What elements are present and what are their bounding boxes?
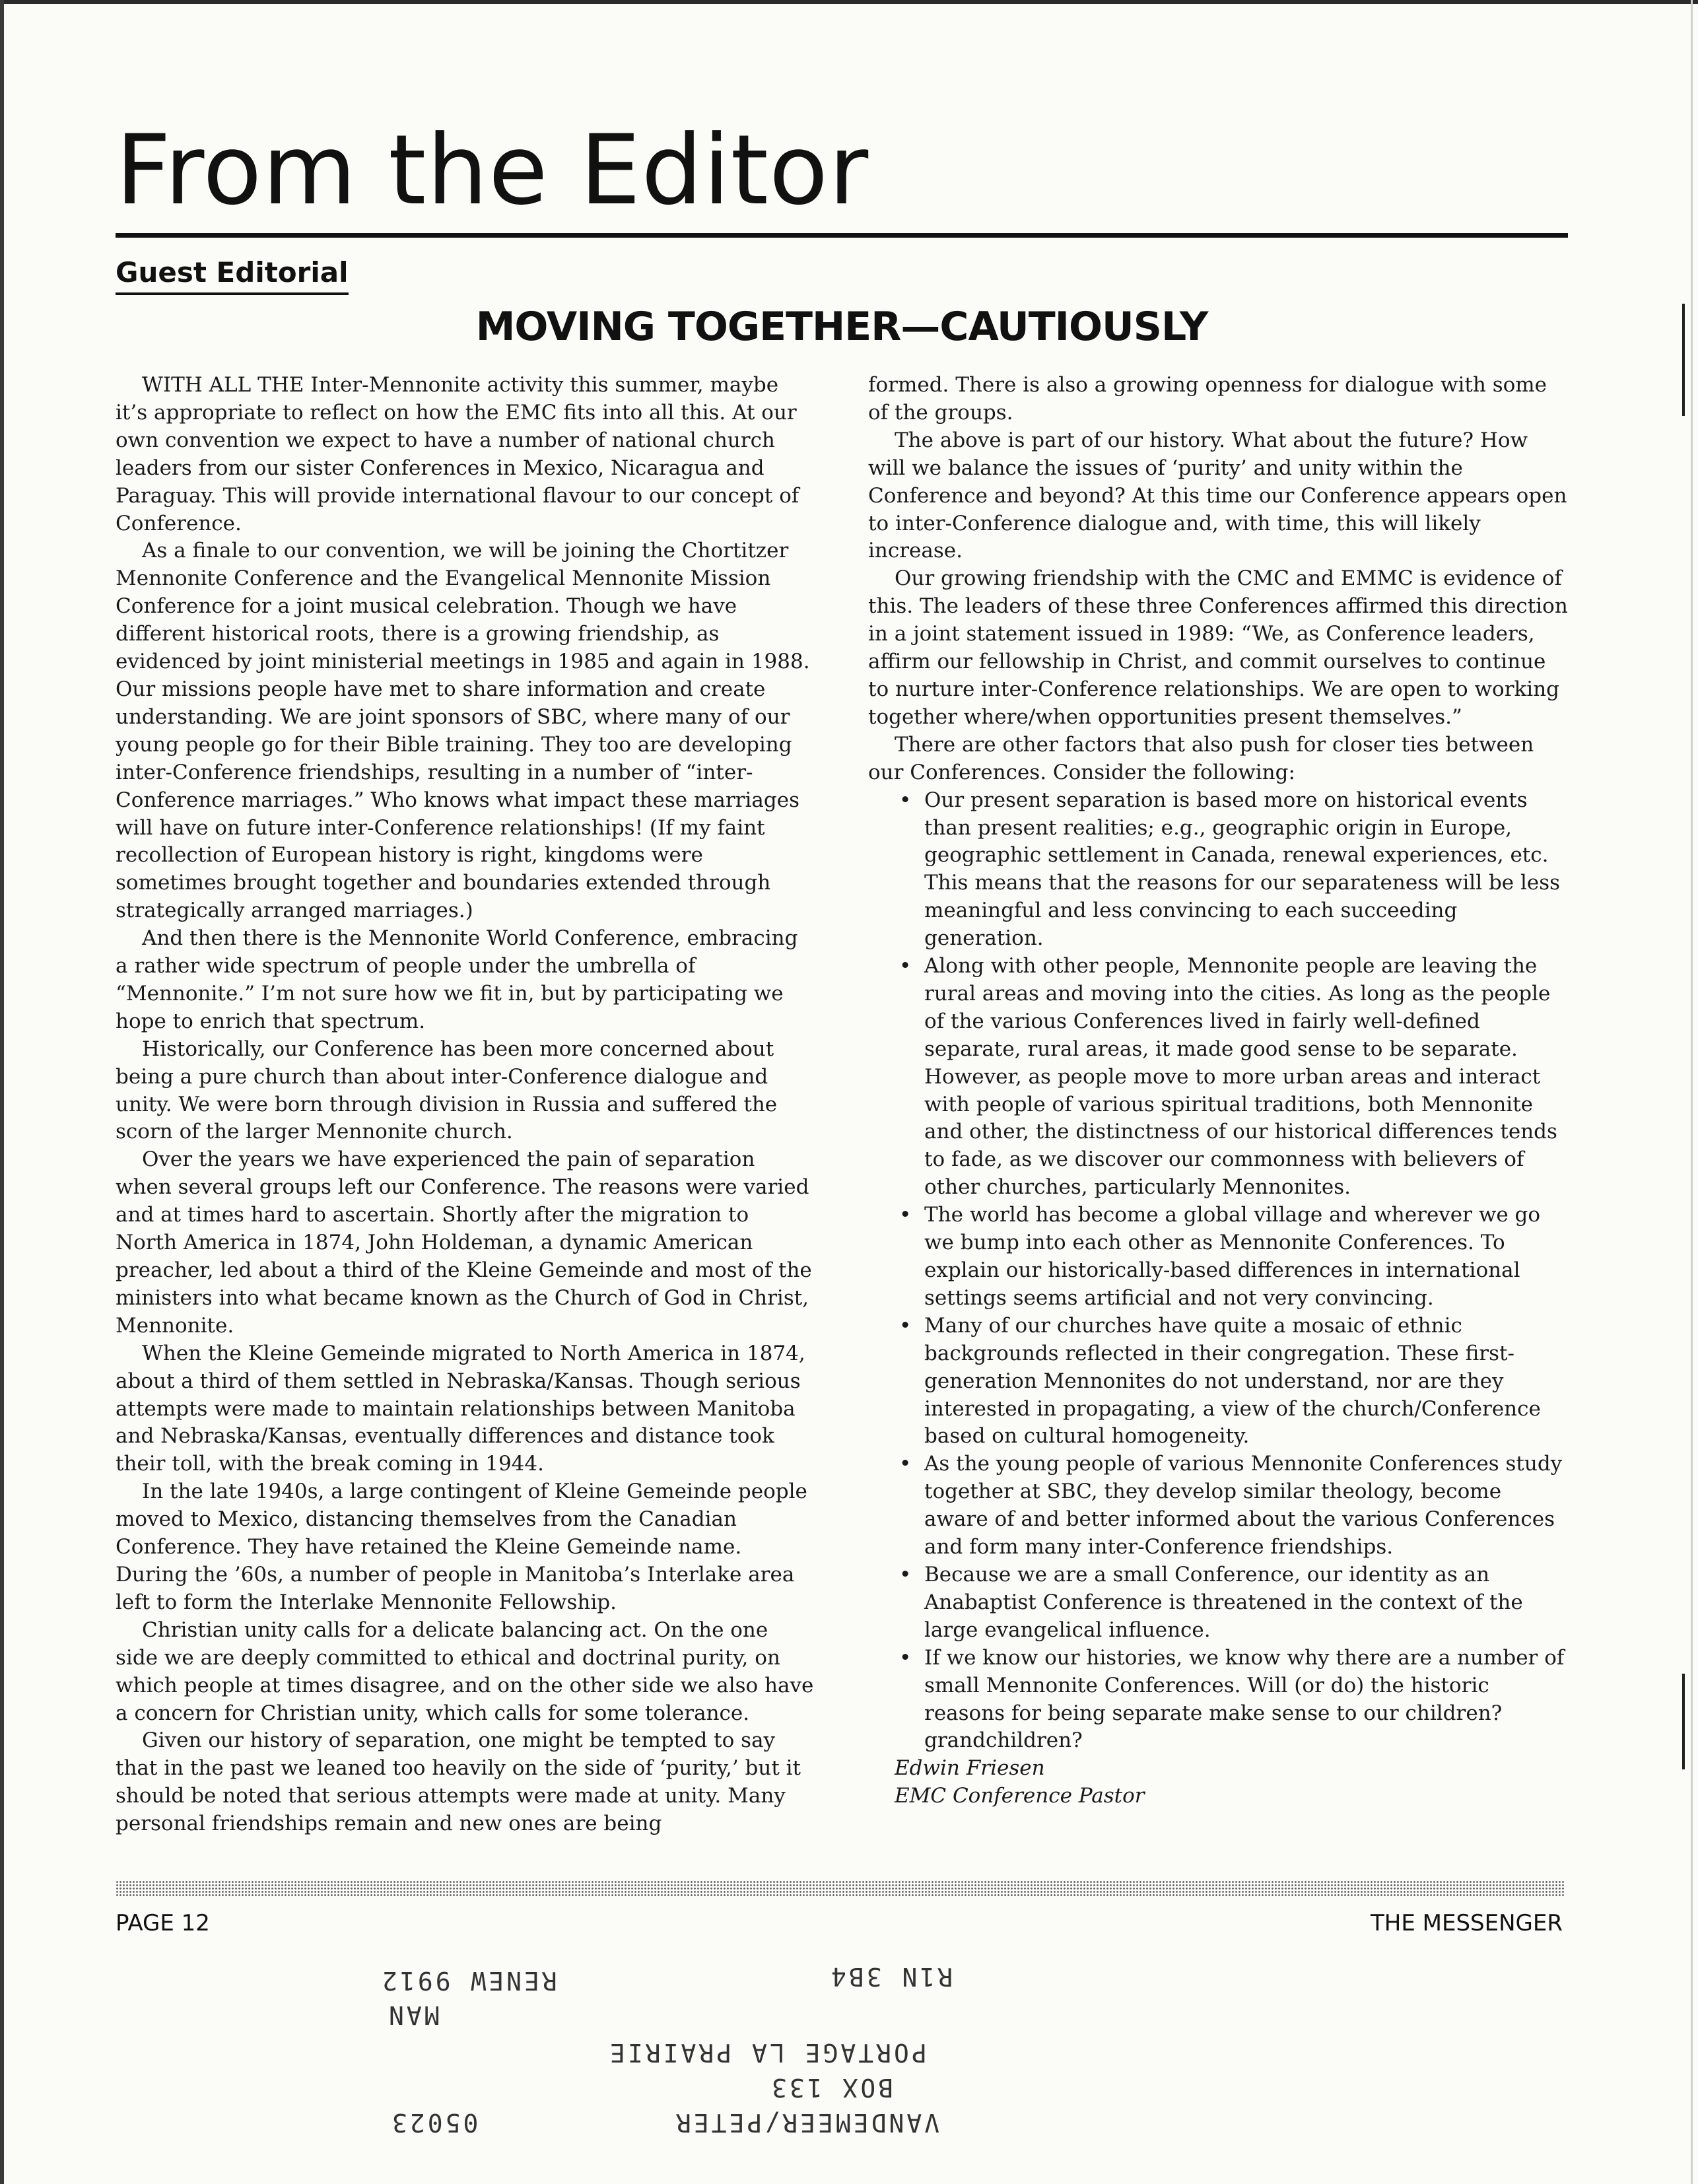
bullet-icon: • [899, 1645, 912, 1670]
left-column [116, 372, 815, 1838]
list-item-text: Many of our churches have quite a mosaic of ethnic backgrounds reflected in their congregation. These first-generation Mennonites do not understand, nor are they interested in propagating, a view of the church/Conference based on cultural homogeneity. [924, 1313, 1541, 1449]
label-box: BOX 133 [769, 2073, 894, 2102]
headline: MOVING TOGETHER—CAUTIOUSLY [475, 304, 1208, 350]
binding-mark [1682, 304, 1685, 416]
section-title: From the Editor [116, 114, 869, 226]
bullet-icon: • [899, 1203, 912, 1227]
list-item [868, 1313, 1568, 1451]
list-item [868, 1645, 1568, 1756]
publication-name: THE MESSENGER [1371, 1910, 1563, 1936]
page-number: PAGE 12 [116, 1910, 210, 1936]
list-item [868, 787, 1568, 953]
label-name: VANDEMEER/PETER [673, 2108, 940, 2137]
label-postal-code: R1N 3B4 [829, 1962, 953, 1991]
label-renew: RENEW 9912 [380, 1966, 557, 1995]
kicker: Guest Editorial [116, 256, 349, 295]
bullet-icon: • [899, 1452, 912, 1476]
list-item-text: Because we are a small Conference, our identity as an Anabaptist Conference is threatened in the context of the large evangelical influence. [924, 1562, 1523, 1642]
author-title: EMC Conference Pastor [895, 1784, 1145, 1808]
list-item [868, 1202, 1568, 1313]
label-id: 05023 [390, 2108, 479, 2137]
paragraph: There are other factors that also push for closer ties between our Conferences. Consider the following: [868, 732, 1534, 784]
paragraph: Over the years we have experienced the pain of separation when several groups left our Conference. The reasons were varied and at times hard to ascertain. Shortly after the migration to North America in 1874, John Holdeman, a dynamic American preacher, led about a third of the Kleine Gemeinde and most of the ministers into what became known as the Church of God in Christ, Mennonite. [116, 1147, 812, 1338]
list-item-text: Our present separation is based more on historical events than present realities; e.g., geographic origin in Europe, geographic settlement in Canada, renewal experiences, etc. This means that the reasons for our separateness will be less meaningful and less convincing to each succeeding generation. [924, 788, 1561, 951]
page-right-edge [1691, 0, 1693, 2184]
bullet-icon: • [899, 1313, 912, 1338]
list-item-text: The world has become a global village and wherever we go we bump into each other as Mennonite Conferences. To explain our historically-based differences in international settings seems artificial and not very convincing. [924, 1203, 1541, 1310]
halftone-divider [116, 1880, 1565, 1897]
title-rule [116, 233, 1568, 238]
bullet-icon: • [899, 954, 912, 978]
bullet-icon: • [899, 1562, 912, 1587]
paragraph: And then there is the Mennonite World Conference, embracing a rather wide spectrum of people under the umbrella of “Mennonite.” I’m not sure how we fit in, but by participating we hope to enrich that spectrum. [116, 926, 798, 1033]
paragraph: The above is part of our history. What about the future? How will we balance the issues of ‘purity’ and unity within the Conference and beyond? At this time our Conference appears open to inter-Conference dialogue and, with time, this will likely increase. [868, 428, 1567, 563]
list-item [868, 1450, 1568, 1561]
label-city: PORTAGE LA PRAIRIE [607, 2038, 927, 2067]
list-item-text: If we know our histories, we know why there are a number of small Mennonite Conferences. Will (or do) the historic reasons for being separate make sense to our children? grandchildren? [924, 1645, 1565, 1753]
bullet-icon: • [899, 788, 912, 812]
list-item-text: As the young people of various Mennonite Conferences study together at SBC, they develop similar theology, become aware of and better informed about the various Conferences and form many inter-Conference friendships. [924, 1452, 1563, 1559]
paragraph: WITH ALL THE Inter-Mennonite activity this summer, maybe it’s appropriate to reflect on how the EMC fits into all this. At our own convention we expect to have a number of national church leaders from our sister Conferences in Mexico, Nicaragua and Paraguay. This will provide international flavour to our concept of Conference. [116, 373, 799, 535]
page-left-edge [0, 0, 4, 2184]
bullet-list [868, 787, 1568, 1756]
paragraph: Christian unity calls for a delicate balancing act. On the one side we are deeply committed to ethical and doctrinal purity, on which people at times disagree, and on the other side we also have a concern for Christian unity, which calls for some tolerance. [116, 1618, 814, 1725]
paragraph-continued: formed. There is also a growing openness for dialogue with some of the groups. [868, 373, 1547, 425]
paragraph: As a finale to our convention, we will be joining the Chortitzer Mennonite Conference and the Evangelical Mennonite Mission Conference for a joint musical celebration. Though we have different historical roots, there is a growing friendship, as evidenced by joint ministerial meetings in 1985 and again in 1988. Our missions people have met to share information and create understanding. We are joint sponsors of SBC, where many of our young people go for their Bible training. They too are developing inter-Conference friendships, resulting in a number of “inter-Conference marriages.” Who knows what impact these marriages will have on future inter-Conference relationships! (If my faint recollection of European history is right, kingdoms were sometimes brought together and boundaries extended through strategically arranged marriages.) [116, 539, 810, 923]
list-item [868, 1561, 1568, 1645]
paragraph: In the late 1940s, a large contingent of Kleine Gemeinde people moved to Mexico, distancing themselves from the Canadian Conference. They have retained the Kleine Gemeinde name. During the ’60s, a number of people in Manitoba’s Interlake area left to form the Interlake Mennonite Fellowship. [116, 1480, 807, 1614]
author-name: Edwin Friesen [895, 1756, 1045, 1781]
paragraph: When the Kleine Gemeinde migrated to North America in 1874, about a third of them settled in Nebraska/Kansas. Though serious attempts were made to maintain relationships between Manitoba and Nebraska/Kansas, eventually differences and distance took their toll, with the break coming in 1944. [116, 1341, 805, 1476]
list-item [868, 953, 1568, 1202]
label-province: MAN [386, 2000, 440, 2030]
paragraph: Our growing friendship with the CMC and EMMC is evidence of this. The leaders of these three Conferences affirmed this direction in a joint statement issued in 1989: “We, as Conference leaders, affirm our fellowship in Christ, and commit ourselves to continue to nurture inter-Conference relationships. We are open to working together where/when opportunities present themselves.” [868, 566, 1568, 729]
binding-mark [1682, 1674, 1685, 1769]
paragraph: Given our history of separation, one might be tempted to say that in the past we leaned too heavily on the side of ‘purity,’ but it should be noted that serious attempts were made at unity. Many personal friendships remain and new ones are being [116, 1728, 801, 1836]
list-item-text: Along with other people, Mennonite people are leaving the rural areas and moving into the cities. As long as the people of the various Conferences lived in fairly well-defined separate, rural areas, it made good sense to be separate. However, as people move to more urban areas and interact with people of various spiritual traditions, both Mennonite and other, the distinctness of our historical differences tends to fade, as we discover our commonness with believers of other churches, particularly Mennonites. [924, 954, 1557, 1200]
page-top-edge [0, 0, 1698, 4]
paragraph: Historically, our Conference has been more concerned about being a pure church than about inter-Conference dialogue and unity. We were born through division in Russia and suffered the scorn of the larger Mennonite church. [116, 1037, 778, 1144]
right-column [868, 372, 1568, 1810]
